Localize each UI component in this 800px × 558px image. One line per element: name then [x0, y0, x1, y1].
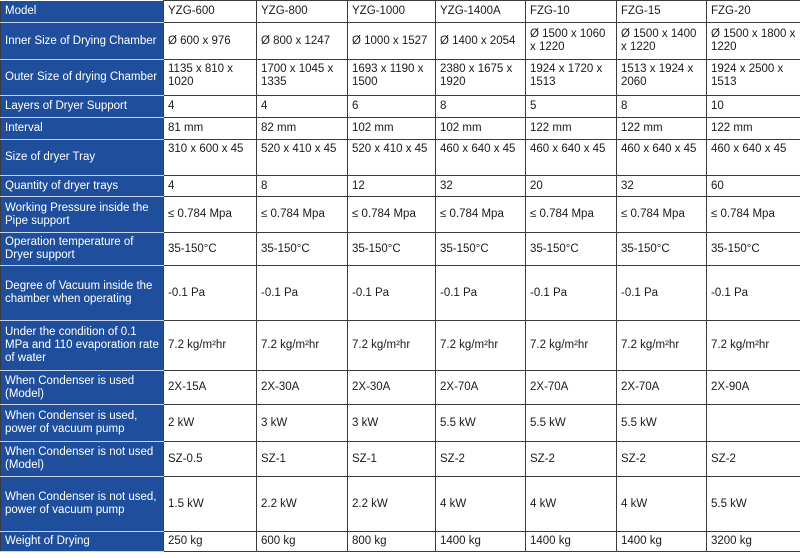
table-cell-vacuum-degree: -0.1 Pa	[164, 266, 257, 321]
table-row	[1, 442, 800, 477]
table-cell-tray-quantity: 32	[617, 176, 707, 197]
table-cell-tray-quantity: 12	[348, 176, 436, 197]
row-label-condenser-used-pump-power: When Condenser is used, power of vacuum pump	[1, 405, 164, 442]
row-label-operation-temperature: Operation temperature of Dryer support	[1, 233, 164, 266]
table-cell-condenser-used-model: 2X-30A	[257, 371, 348, 405]
table-cell-weight: 1400 kg	[526, 532, 617, 552]
table-row	[1, 23, 800, 60]
table-cell-condenser-used-model: 2X-30A	[348, 371, 436, 405]
table-cell-condenser-not-used-model: SZ-2	[617, 442, 707, 477]
table-row	[1, 176, 800, 197]
header-model-yzg-1000: YZG-1000	[348, 1, 436, 23]
header-model-fzg-15: FZG-15	[617, 1, 707, 23]
table-cell-condenser-used-pump-power: 5.5 kW	[436, 405, 526, 442]
header-model-yzg-600: YZG-600	[164, 1, 257, 23]
table-cell-condenser-used-pump-power: 5.5 kW	[526, 405, 617, 442]
table-cell-layers: 10	[707, 96, 800, 118]
specification-table-body	[1, 1, 800, 552]
table-cell-condenser-used-model: 2X-70A	[526, 371, 617, 405]
table-cell-condenser-used-model: 2X-15A	[164, 371, 257, 405]
row-label-tray-quantity: Quantity of dryer trays	[1, 176, 164, 197]
table-cell-evaporation-rate: 7.2 kg/m²hr	[617, 321, 707, 371]
table-cell-layers: 6	[348, 96, 436, 118]
table-row	[1, 60, 800, 96]
table-cell-interval: 102 mm	[348, 118, 436, 140]
row-label-tray-size: Size of dryer Tray	[1, 140, 164, 176]
table-cell-weight: 1400 kg	[436, 532, 526, 552]
table-cell-condenser-not-used-model: SZ-2	[526, 442, 617, 477]
table-cell-layers: 8	[617, 96, 707, 118]
row-label-condenser-not-used-model: When Condenser is not used (Model)	[1, 442, 164, 477]
table-cell-interval: 81 mm	[164, 118, 257, 140]
table-cell-vacuum-degree: -0.1 Pa	[257, 266, 348, 321]
table-cell-condenser-used-pump-power: 3 kW	[257, 405, 348, 442]
table-cell-outer-size: 1135 x 810 x 1020	[164, 60, 257, 96]
table-row	[1, 197, 800, 233]
table-cell-outer-size: 1513 x 1924 x 2060	[617, 60, 707, 96]
table-row	[1, 140, 800, 176]
table-cell-condenser-used-model: 2X-70A	[617, 371, 707, 405]
table-cell-layers: 5	[526, 96, 617, 118]
table-cell-condenser-used-pump-power: 3 kW	[348, 405, 436, 442]
table-cell-weight: 3200 kg	[707, 532, 800, 552]
header-model-fzg-10: FZG-10	[526, 1, 617, 23]
table-cell-outer-size: 1693 x 1190 x 1500	[348, 60, 436, 96]
table-cell-vacuum-degree: -0.1 Pa	[436, 266, 526, 321]
row-label-condenser-not-used-pump-power: When Condenser is not used, power of vacuum pump	[1, 477, 164, 532]
table-cell-working-pressure: ≤ 0.784 Mpa	[348, 197, 436, 233]
table-cell-tray-quantity: 60	[707, 176, 800, 197]
table-cell-working-pressure: ≤ 0.784 Mpa	[526, 197, 617, 233]
table-cell-tray-quantity: 8	[257, 176, 348, 197]
table-cell-outer-size: 1924 x 1720 x 1513	[526, 60, 617, 96]
table-row	[1, 96, 800, 118]
table-cell-condenser-not-used-model: SZ-0.5	[164, 442, 257, 477]
header-model-fzg-20: FZG-20	[707, 1, 800, 23]
table-row	[1, 118, 800, 140]
table-cell-condenser-used-pump-power: 2 kW	[164, 405, 257, 442]
table-cell-weight: 800 kg	[348, 532, 436, 552]
table-cell-condenser-not-used-pump-power: 4 kW	[436, 477, 526, 532]
row-label-outer-size: Outer Size of drying Chamber	[1, 60, 164, 96]
table-cell-operation-temperature: 35-150°C	[164, 233, 257, 266]
row-label-inner-size: Inner Size of Drying Chamber	[1, 23, 164, 60]
table-cell-interval: 102 mm	[436, 118, 526, 140]
table-cell-outer-size: 1924 x 2500 x 1513	[707, 60, 800, 96]
table-cell-weight: 250 kg	[164, 532, 257, 552]
table-cell-inner-size: Ø 1500 x 1060 x 1220	[526, 23, 617, 60]
table-cell-tray-size: 460 x 640 x 45	[526, 140, 617, 176]
table-cell-operation-temperature: 35-150°C	[257, 233, 348, 266]
table-cell-inner-size: Ø 1400 x 2054	[436, 23, 526, 60]
table-cell-tray-quantity: 32	[436, 176, 526, 197]
table-cell-vacuum-degree: -0.1 Pa	[707, 266, 800, 321]
table-cell-working-pressure: ≤ 0.784 Mpa	[164, 197, 257, 233]
row-label-condenser-used-model: When Condenser is used (Model)	[1, 371, 164, 405]
table-cell-working-pressure: ≤ 0.784 Mpa	[257, 197, 348, 233]
table-cell-condenser-not-used-pump-power: 2.2 kW	[348, 477, 436, 532]
table-cell-condenser-used-pump-power	[707, 405, 800, 442]
table-cell-inner-size: Ø 1500 x 1800 x 1220	[707, 23, 800, 60]
table-cell-operation-temperature: 35-150°C	[617, 233, 707, 266]
row-label-interval: Interval	[1, 118, 164, 140]
table-cell-condenser-used-model: 2X-70A	[436, 371, 526, 405]
table-cell-interval: 122 mm	[617, 118, 707, 140]
table-cell-outer-size: 2380 x 1675 x 1920	[436, 60, 526, 96]
table-cell-condenser-not-used-model: SZ-2	[707, 442, 800, 477]
table-row	[1, 477, 800, 532]
table-cell-tray-size: 460 x 640 x 45	[617, 140, 707, 176]
table-cell-inner-size: Ø 1500 x 1400 x 1220	[617, 23, 707, 60]
table-cell-vacuum-degree: -0.1 Pa	[348, 266, 436, 321]
table-row	[1, 532, 800, 552]
table-cell-operation-temperature: 35-150°C	[526, 233, 617, 266]
table-cell-layers: 4	[164, 96, 257, 118]
table-row	[1, 371, 800, 405]
table-cell-condenser-used-pump-power: 5.5 kW	[617, 405, 707, 442]
table-cell-tray-size: 460 x 640 x 45	[707, 140, 800, 176]
table-cell-evaporation-rate: 7.2 kg/m²hr	[164, 321, 257, 371]
table-cell-weight: 600 kg	[257, 532, 348, 552]
table-cell-inner-size: Ø 800 x 1247	[257, 23, 348, 60]
table-cell-evaporation-rate: 7.2 kg/m²hr	[348, 321, 436, 371]
table-cell-condenser-not-used-pump-power: 4 kW	[526, 477, 617, 532]
table-cell-outer-size: 1700 x 1045 x 1335	[257, 60, 348, 96]
table-header-row	[1, 1, 800, 23]
header-model-yzg-1400a: YZG-1400A	[436, 1, 526, 23]
table-cell-condenser-not-used-pump-power: 5.5 kW	[707, 477, 800, 532]
table-cell-condenser-not-used-model: SZ-1	[348, 442, 436, 477]
table-cell-interval: 82 mm	[257, 118, 348, 140]
table-cell-working-pressure: ≤ 0.784 Mpa	[707, 197, 800, 233]
table-cell-evaporation-rate: 7.2 kg/m²hr	[707, 321, 800, 371]
table-row	[1, 266, 800, 321]
table-cell-layers: 4	[257, 96, 348, 118]
table-cell-inner-size: Ø 600 x 976	[164, 23, 257, 60]
table-cell-condenser-not-used-pump-power: 2.2 kW	[257, 477, 348, 532]
row-label-weight: Weight of Drying	[1, 532, 164, 552]
table-row	[1, 405, 800, 442]
table-cell-condenser-not-used-pump-power: 1.5 kW	[164, 477, 257, 532]
table-cell-working-pressure: ≤ 0.784 Mpa	[617, 197, 707, 233]
table-cell-condenser-not-used-model: SZ-1	[257, 442, 348, 477]
table-cell-operation-temperature: 35-150°C	[348, 233, 436, 266]
table-cell-condenser-not-used-model: SZ-2	[436, 442, 526, 477]
table-cell-tray-size: 310 x 600 x 45	[164, 140, 257, 176]
table-row	[1, 321, 800, 371]
row-label-layers: Layers of Dryer Support	[1, 96, 164, 118]
table-cell-evaporation-rate: 7.2 kg/m²hr	[526, 321, 617, 371]
table-cell-weight: 1400 kg	[617, 532, 707, 552]
table-cell-interval: 122 mm	[707, 118, 800, 140]
table-row	[1, 233, 800, 266]
table-cell-tray-quantity: 20	[526, 176, 617, 197]
table-cell-condenser-used-model: 2X-90A	[707, 371, 800, 405]
table-cell-evaporation-rate: 7.2 kg/m²hr	[436, 321, 526, 371]
row-label-evaporation-rate: Under the condition of 0.1 MPa and 110 evaporation rate of water	[1, 321, 164, 371]
table-cell-tray-size: 460 x 640 x 45	[436, 140, 526, 176]
header-model-yzg-800: YZG-800	[257, 1, 348, 23]
table-cell-evaporation-rate: 7.2 kg/m²hr	[257, 321, 348, 371]
table-cell-tray-size: 520 x 410 x 45	[257, 140, 348, 176]
table-cell-interval: 122 mm	[526, 118, 617, 140]
table-cell-inner-size: Ø 1000 x 1527	[348, 23, 436, 60]
row-label-working-pressure: Working Pressure inside the Pipe support	[1, 197, 164, 233]
table-cell-working-pressure: ≤ 0.784 Mpa	[436, 197, 526, 233]
table-cell-vacuum-degree: -0.1 Pa	[617, 266, 707, 321]
row-label-vacuum-degree: Degree of Vacuum inside the chamber when operating	[1, 266, 164, 321]
header-model-label: Model	[1, 1, 164, 23]
table-cell-tray-size: 520 x 410 x 45	[348, 140, 436, 176]
table-cell-tray-quantity: 4	[164, 176, 257, 197]
table-cell-vacuum-degree: -0.1 Pa	[526, 266, 617, 321]
table-cell-condenser-not-used-pump-power: 4 kW	[617, 477, 707, 532]
table-cell-operation-temperature: 35-150°C	[707, 233, 800, 266]
table-cell-layers: 8	[436, 96, 526, 118]
table-cell-operation-temperature: 35-150°C	[436, 233, 526, 266]
